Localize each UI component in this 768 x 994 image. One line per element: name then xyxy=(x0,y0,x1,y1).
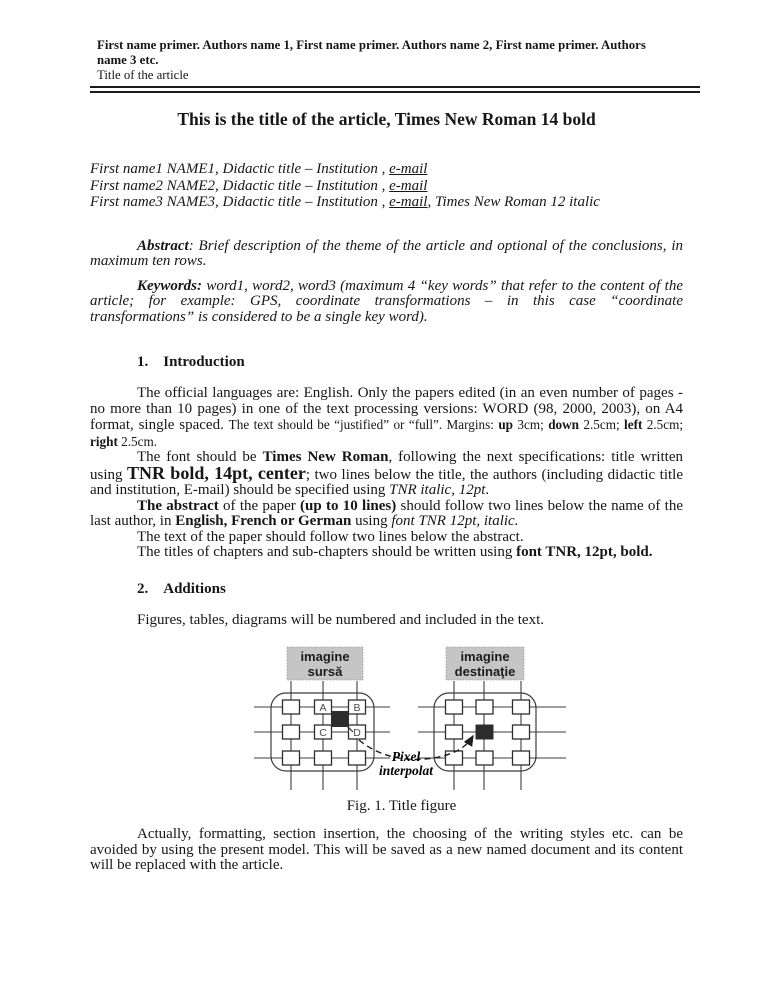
text-run: The text should be “justified” or “full”. Margins: xyxy=(228,417,499,432)
source-label-line1: imagine xyxy=(299,649,350,664)
text-run: word1, word2, word3 (maximum 4 “key words” that refer to the content of the article; for example: GPS, coordinate transformations – in this case “coordinate transformations” is considered to be a single key word). xyxy=(90,277,683,325)
dest-label-line1: imagine xyxy=(459,649,510,664)
destination-image-label xyxy=(446,647,524,680)
text-run: , following the next specifications: title written using xyxy=(90,449,684,483)
running-head-authors: First name primer. Authors name 1, First name primer. Authors name 2, First name primer. Authors name 3 etc. xyxy=(97,38,646,67)
text-run: , Times New Roman 12 italic xyxy=(427,194,600,210)
dest-label-line2: destinaţie xyxy=(454,664,515,679)
header-rule xyxy=(90,86,700,93)
cell-label-b: B xyxy=(352,702,361,714)
text-run: font TNR, 12pt, bold. xyxy=(516,544,653,560)
text-run: 2.5cm; xyxy=(578,417,625,432)
text-run: (up to 10 lines) xyxy=(300,497,397,514)
text-run: 2.5cm. xyxy=(117,433,158,449)
text-run: Times New Roman xyxy=(262,449,389,465)
text-run: English, French or German xyxy=(175,513,352,529)
text-run: ; two lines below the title, the authors (including didactic title and institution, E-mail) should be specified using xyxy=(90,466,683,498)
source-image-label xyxy=(287,647,363,680)
author-line-2 xyxy=(90,178,683,195)
running-head-title: Title of the article xyxy=(97,68,189,82)
text-run: 2.5cm; xyxy=(642,417,684,432)
intro-paragraph-2 xyxy=(90,450,683,499)
text-run: The titles of chapters and sub-chapters should be written using xyxy=(137,544,517,560)
text-run: First name1 NAME1, Didactic title – Institution , xyxy=(90,161,390,177)
author-line-1 xyxy=(90,161,683,178)
source-label-line2: sursă xyxy=(307,664,342,679)
text-run: using xyxy=(351,513,392,529)
intro-paragraph-5 xyxy=(90,545,683,561)
author-line-3 xyxy=(90,194,683,211)
intro-paragraph-1 xyxy=(90,386,683,450)
intro-paragraph-3 xyxy=(90,499,683,530)
intro-paragraph-4 xyxy=(90,530,683,546)
text-run: e-mail xyxy=(389,161,428,177)
text-run: up xyxy=(498,417,514,432)
article-title: This is the title of the article, Times New Roman 14 bold xyxy=(177,109,596,129)
text-run: e-mail xyxy=(389,194,428,210)
text-run: Keywords: xyxy=(137,277,202,294)
text-run: e-mail xyxy=(389,177,428,194)
text-run: should follow two lines below the name of the last author, in xyxy=(90,497,684,529)
text-run: The text of the paper should follow two lines below the abstract. xyxy=(137,528,524,545)
figure-1 xyxy=(90,645,683,814)
text-run: Abstract xyxy=(137,237,189,254)
figure-caption: Fig. 1. Title figure xyxy=(346,798,457,814)
additions-paragraph xyxy=(90,613,683,629)
text-run: 3cm; xyxy=(513,417,549,432)
text-run: Figures, tables, diagrams will be numbered and included in the text. xyxy=(137,611,544,628)
cell-label-a: A xyxy=(318,702,327,714)
running-head xyxy=(90,38,683,83)
text-run: The abstract xyxy=(137,497,219,514)
cell-label-c: C xyxy=(318,727,327,739)
text-run: of the paper xyxy=(218,497,301,514)
text-run: down xyxy=(548,417,579,432)
text-run: : Brief description of the theme of the article and optional of the conclusions, in maximum ten rows. xyxy=(90,237,683,269)
text-run: TNR italic, 12pt xyxy=(389,482,486,498)
closing-paragraph xyxy=(90,827,683,874)
text-run: 2. Additions xyxy=(137,580,226,597)
section-heading-additions xyxy=(90,581,683,597)
text-run: 1. Introduction xyxy=(137,354,245,370)
text-run: The official languages are: English. Only the papers edited (in an even number of pages - no more than 10 pages) in one of the text processing versions: WORD (98, 2000, 2003), on A4 format, single spaced. xyxy=(90,385,683,433)
interpolated-pixel-source xyxy=(331,712,348,727)
pixel-interpolat-label-line1: Pixel xyxy=(391,749,420,764)
figure-canvas xyxy=(253,645,569,793)
text-run: font TNR 12pt, italic. xyxy=(391,513,519,529)
pixel-interpolat-label-line2: interpolat xyxy=(378,763,433,778)
text-run: . xyxy=(485,482,490,498)
keywords-paragraph xyxy=(90,279,683,326)
text-run: TNR bold, 14pt, center xyxy=(127,462,306,483)
abstract-paragraph xyxy=(90,239,683,270)
text-run: First name2 NAME2, Didactic title – Institution , xyxy=(90,177,390,194)
authors-block xyxy=(90,161,683,211)
section-heading-introduction xyxy=(90,354,683,370)
text-run: First name3 NAME3, Didactic title – Institution , xyxy=(90,194,390,210)
text-run: Actually, formatting, section insertion, the choosing of the writing styles etc. can be avoided by using the present model. This will be saved as a new named document and its content will be replaced with the article. xyxy=(90,826,683,873)
interpolated-pixel-destination xyxy=(476,725,493,739)
text-run: left xyxy=(624,417,643,432)
cell-label-d: D xyxy=(352,727,361,739)
text-run: right xyxy=(90,433,118,449)
text-run: The font should be xyxy=(137,449,263,465)
